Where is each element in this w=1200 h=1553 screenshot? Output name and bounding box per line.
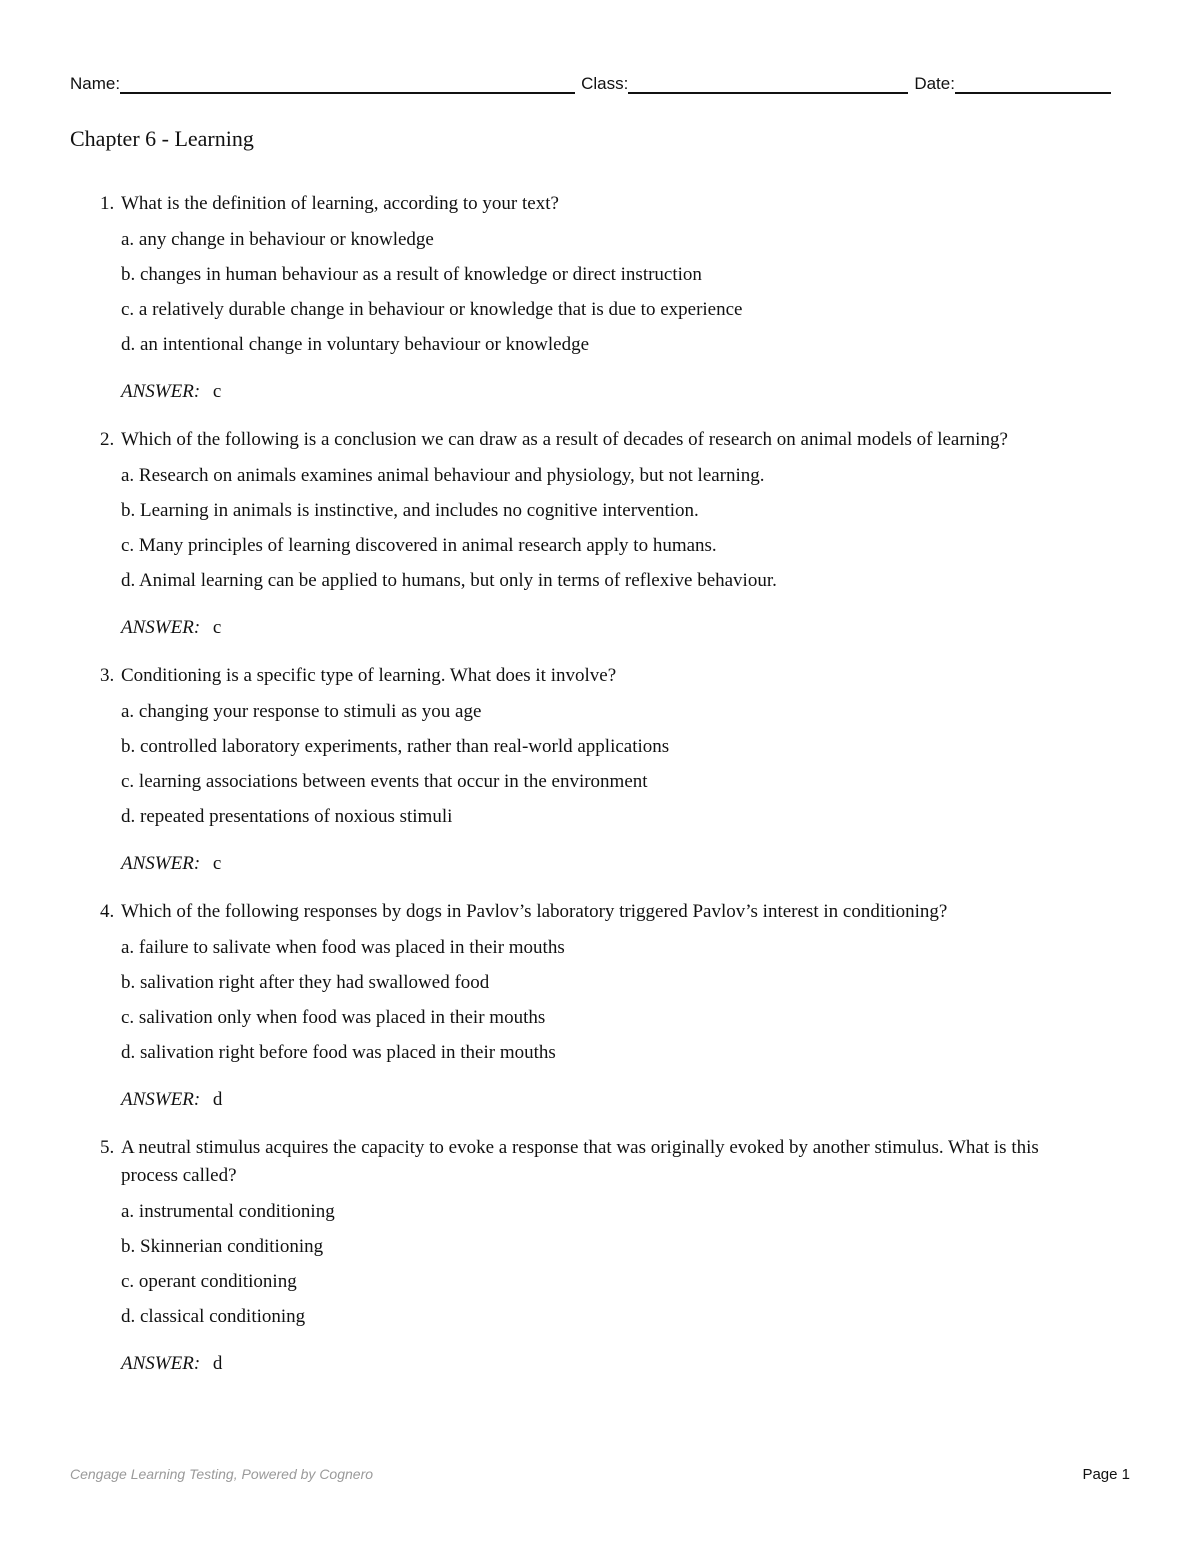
name-label: Name: (70, 74, 121, 93)
choice-d: d. classical conditioning (121, 1306, 306, 1327)
question-stem (0, 1134, 1200, 1190)
question-stem (0, 662, 1200, 690)
choice-list (0, 222, 1200, 362)
answer-line (0, 1086, 1200, 1114)
choice-list (0, 458, 1200, 598)
answer-label: ANSWER: (121, 853, 201, 874)
answer-value: d (212, 1089, 223, 1110)
question-number: 3. (100, 665, 115, 686)
question-text: What is the definition of learning, according to your text? (121, 193, 559, 214)
choice-c: c. salivation only when food was placed in their mouths (121, 1007, 546, 1028)
answer-line (0, 378, 1200, 406)
date-field-line (955, 72, 1111, 94)
answer-value: d (212, 1353, 223, 1374)
class-label: Class: (581, 74, 629, 93)
choice-b: b. Learning in animals is instinctive, and includes no cognitive intervention. (121, 500, 699, 521)
question-number: 5. (100, 1137, 115, 1158)
page-number: Page 1 (1082, 1466, 1130, 1483)
choice-b: b. controlled laboratory experiments, rather than real-world applications (121, 736, 670, 757)
choice-a: a. Research on animals examines animal behaviour and physiology, but not learning. (121, 465, 765, 486)
answer-label: ANSWER: (121, 617, 201, 638)
chapter-title: Chapter 6 - Learning (70, 126, 254, 151)
answer-line (0, 1350, 1200, 1378)
choice-c: c. operant conditioning (121, 1271, 297, 1292)
footer-credit: Cengage Learning Testing, Powered by Cognero (70, 1466, 374, 1482)
choice-a: a. instrumental conditioning (121, 1201, 335, 1222)
answer-value: c (212, 853, 222, 874)
choice-a: a. changing your response to stimuli as you age (121, 701, 482, 722)
choice-a: a. failure to salivate when food was placed in their mouths (121, 937, 565, 958)
name-field-line (120, 72, 575, 94)
choice-b: b. salivation right after they had swallowed food (121, 972, 490, 993)
choice-list (0, 930, 1200, 1070)
choice-list (0, 694, 1200, 834)
question-stem (0, 426, 1200, 454)
question-3 (0, 662, 1200, 878)
question-number: 1. (100, 193, 115, 214)
answer-label: ANSWER: (121, 381, 201, 402)
question-1 (0, 190, 1200, 406)
question-4 (0, 898, 1200, 1114)
answer-value: c (212, 381, 222, 402)
question-number: 2. (100, 429, 115, 450)
question-text: Which of the following is a conclusion we can draw as a result of decades of research on animal models of learning? (121, 429, 1008, 450)
question-text: Conditioning is a specific type of learning. What does it involve? (121, 665, 617, 686)
question-stem (0, 898, 1200, 926)
choice-d: d. repeated presentations of noxious stimuli (121, 806, 453, 827)
question-list (0, 190, 1200, 1398)
choice-b: b. changes in human behaviour as a result of knowledge or direct instruction (121, 264, 702, 285)
choice-d: d. salivation right before food was placed in their mouths (121, 1042, 556, 1063)
choice-c: c. a relatively durable change in behaviour or knowledge that is due to experience (121, 299, 743, 320)
choice-c: c. Many principles of learning discovered in animal research apply to humans. (121, 535, 717, 556)
date-label: Date: (914, 74, 955, 93)
question-5 (0, 1134, 1200, 1378)
class-field-line (628, 72, 908, 94)
question-text: Which of the following responses by dogs in Pavlov’s laboratory triggered Pavlov’s interest in conditioning? (121, 901, 948, 922)
answer-value: c (212, 617, 222, 638)
question-text: A neutral stimulus acquires the capacity to evoke a response that was originally evoked by another stimulus. What is this process called? (121, 1137, 1039, 1186)
question-stem (0, 190, 1200, 218)
answer-label: ANSWER: (121, 1353, 201, 1374)
choice-d: d. Animal learning can be applied to humans, but only in terms of reflexive behaviour. (121, 570, 777, 591)
answer-line (0, 850, 1200, 878)
choice-d: d. an intentional change in voluntary behaviour or knowledge (121, 334, 590, 355)
choice-list (0, 1194, 1200, 1334)
choice-a: a. any change in behaviour or knowledge (121, 229, 434, 250)
question-number: 4. (100, 901, 115, 922)
student-info-header (70, 72, 1130, 94)
question-2 (0, 426, 1200, 642)
answer-line (0, 614, 1200, 642)
answer-label: ANSWER: (121, 1089, 201, 1110)
choice-c: c. learning associations between events that occur in the environment (121, 771, 648, 792)
choice-b: b. Skinnerian conditioning (121, 1236, 324, 1257)
